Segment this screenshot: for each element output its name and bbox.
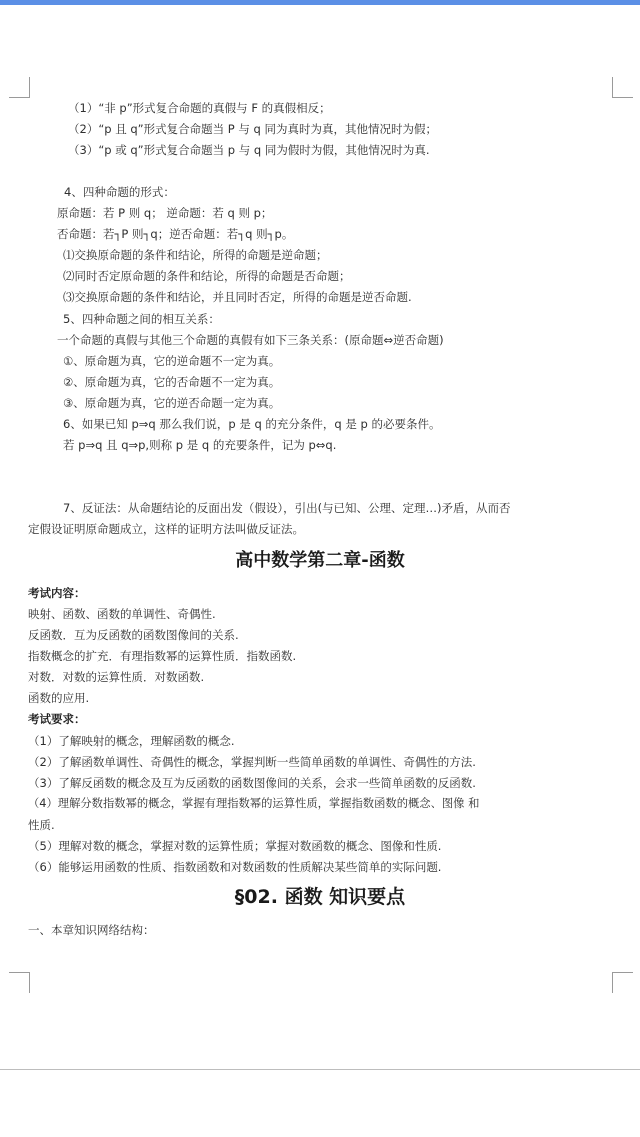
list-item: （2）“p 且 q”形式复合命题当 P 与 q 同为真时为真，其他情况时为假； <box>68 122 437 136</box>
page-corner-mark-bottom-right <box>612 972 633 993</box>
paragraph-line: 若 p⇒q 且 q⇒p,则称 p 是 q 的充要条件，记为 p⇔q. <box>63 438 337 452</box>
paragraph-line: 一个命题的真假与其他三个命题的真假有如下三条关系：(原命题⇔逆否命题) <box>57 333 444 347</box>
chapter-title: 高中数学第二章-函数 <box>235 550 405 571</box>
list-item: 对数．对数的运算性质．对数函数. <box>28 670 205 684</box>
page-corner-mark-top-right <box>612 77 633 98</box>
content-label: 考试内容： <box>28 586 86 600</box>
paragraph-line: 否命题：若┐P 则┐q；逆否命题：若┐q 则┐p。 <box>57 227 294 241</box>
paragraph-line: 一、本章知识网络结构： <box>28 923 155 937</box>
list-item: 反函数．互为反函数的函数图像间的关系. <box>28 628 239 642</box>
list-item: ②、原命题为真，它的否命题不一定为真。 <box>63 375 281 389</box>
list-item: （5）理解对数的概念，掌握对数的运算性质；掌握对数函数的概念、图像和性质. <box>28 839 442 853</box>
list-item: 性质. <box>28 818 55 832</box>
section-heading: 5、四种命题之间的相互关系： <box>63 312 220 326</box>
page-corner-mark-top-left <box>9 77 30 98</box>
list-item: （2）了解函数单调性、奇偶性的概念，掌握判断一些简单函数的单调性、奇偶性的方法. <box>28 755 476 769</box>
list-item: ⑴交换原命题的条件和结论，所得的命题是逆命题； <box>63 248 328 262</box>
section-heading: 4、四种命题的形式： <box>64 185 175 199</box>
list-item: （3）“p 或 q”形式复合命题当 p 与 q 同为假时为假，其他情况时为真. <box>68 143 430 157</box>
list-item: 函数的应用. <box>28 691 90 705</box>
top-accent-bar <box>0 0 640 5</box>
requirements-label: 考试要求： <box>28 712 86 726</box>
section-title: §02. 函数 知识要点 <box>234 886 406 908</box>
page-divider <box>0 1069 640 1070</box>
paragraph-line: 6、如果已知 p⇒q 那么我们说，p 是 q 的充分条件，q 是 p 的必要条件。 <box>63 417 441 431</box>
list-item: 指数概念的扩充．有理指数幂的运算性质．指数函数. <box>28 649 297 663</box>
list-item: （1）“非 p”形式复合命题的真假与 F 的真假相反； <box>68 101 331 115</box>
list-item: （1）了解映射的概念，理解函数的概念. <box>28 734 235 748</box>
list-item: （6）能够运用函数的性质、指数函数和对数函数的性质解决某些简单的实际问题. <box>28 860 442 874</box>
paragraph-line: 定假设证明原命题成立，这样的证明方法叫做反证法。 <box>28 522 304 536</box>
list-item: ⑵同时否定原命题的条件和结论，所得的命题是否命题； <box>63 269 351 283</box>
paragraph-line: 原命题：若 P 则 q； 逆命题：若 q 则 p； <box>57 206 273 220</box>
list-item: 映射、函数、函数的单调性、奇偶性. <box>28 607 216 621</box>
list-item: ⑶交换原命题的条件和结论，并且同时否定，所得的命题是逆否命题. <box>63 290 412 304</box>
list-item: （3）了解反函数的概念及互为反函数的函数图像间的关系，会求一些简单函数的反函数. <box>28 776 476 790</box>
list-item: （4）理解分数指数幂的概念，掌握有理指数幂的运算性质，掌握指数函数的概念、图像 和 <box>28 797 480 810</box>
paragraph-line: 7、反证法：从命题结论的反面出发（假设），引出(与已知、公理、定理…)矛盾，从而否 <box>63 501 511 515</box>
list-item: ①、原命题为真，它的逆命题不一定为真。 <box>63 354 281 368</box>
page-corner-mark-bottom-left <box>9 972 30 993</box>
list-item: ③、原命题为真，它的逆否命题一定为真。 <box>63 396 281 410</box>
